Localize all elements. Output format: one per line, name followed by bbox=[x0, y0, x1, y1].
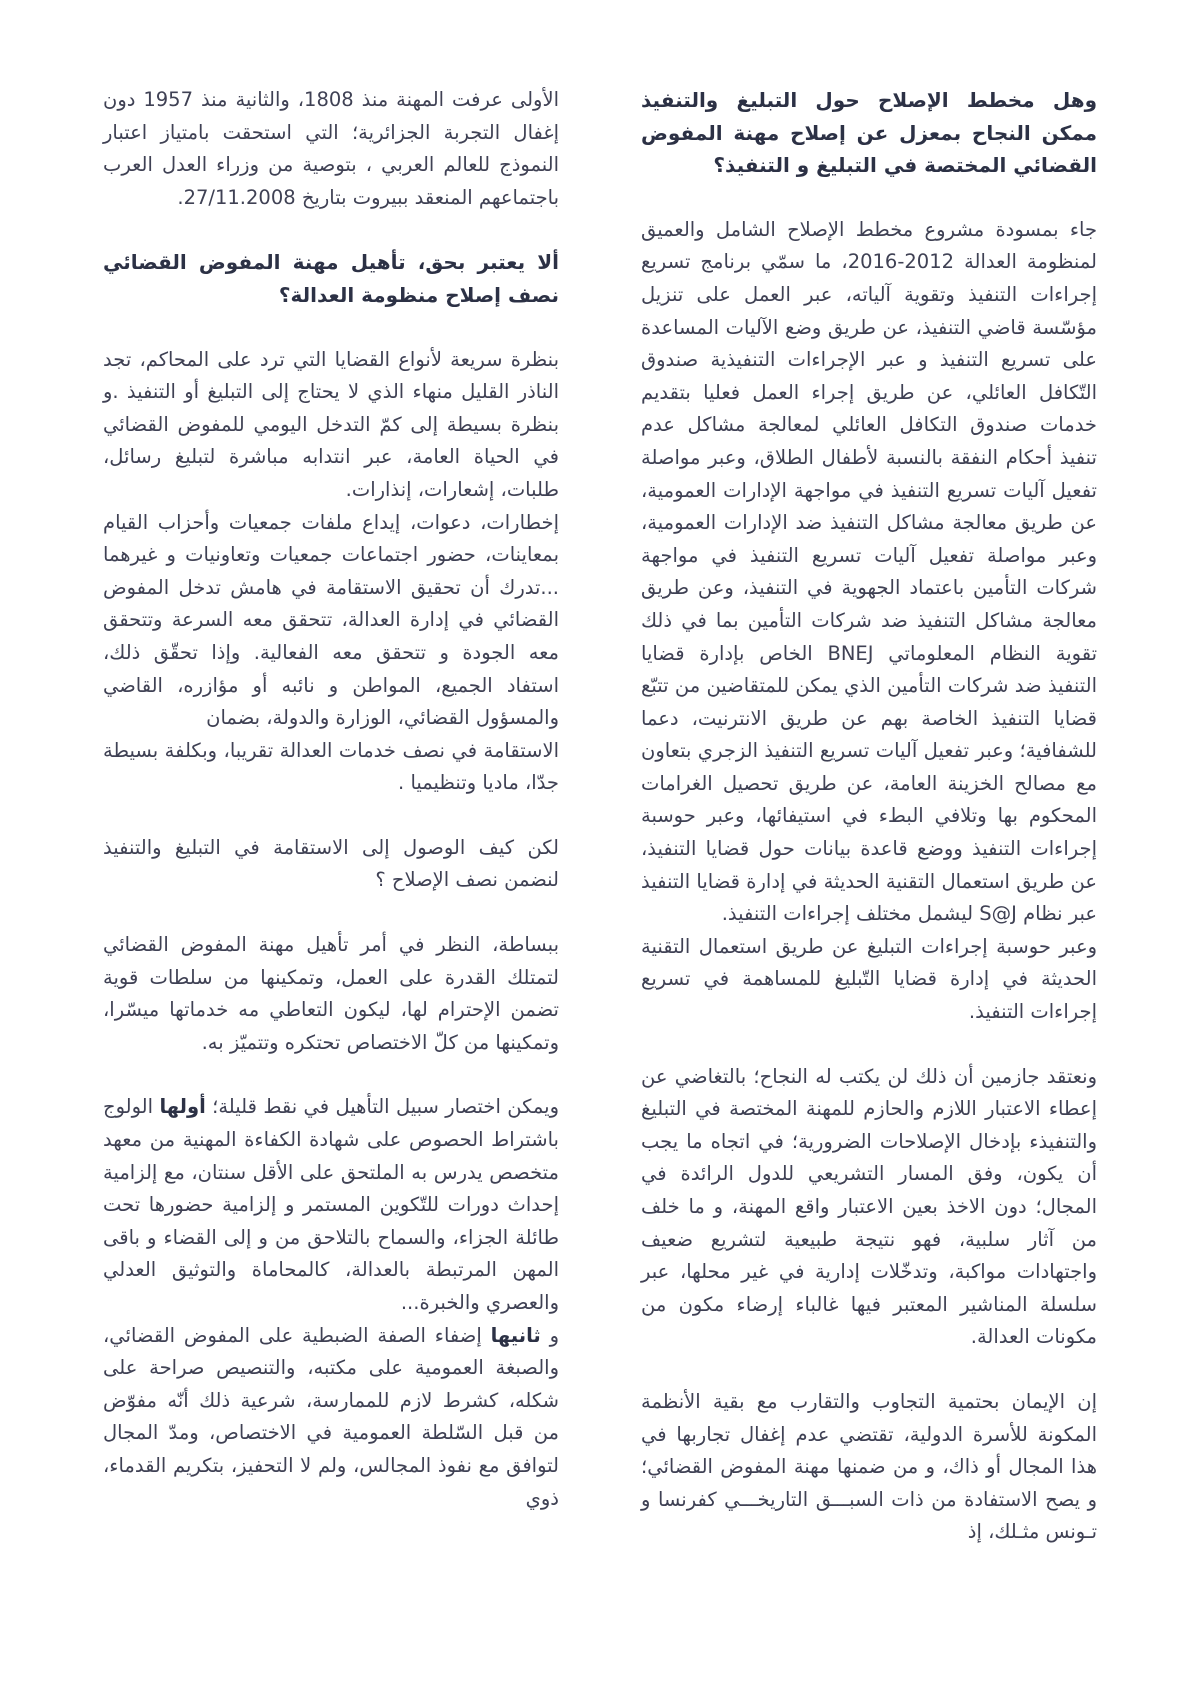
paragraph bbox=[103, 1320, 559, 1516]
paragraph: إخطارات، دعوات، إيداع ملفات جمعيات وأحزاب القيام بمعاينات، حضور اجتماعات جمعيات وتعاونيات و غيرهما ...تدرك أن تحقيق الاستقامة في هامش تدخل المفوض القضائي في إدارة العدالة، تتحقق معه السرعة وتتحقق معه الجودة و تتحقق معه الفعالية. وإذا تحقّق ذلك، استفاد الجميع، المواطن و نائبه أو مؤازره، القاضي والمسؤول القضائي، الوزارة والدولة، بضمان bbox=[103, 510, 559, 730]
paragraph: الاستقامة في نصف خدمات العدالة تقريبا، وبكلفة بسيطة جدّا، ماديا وتنظيميا . bbox=[103, 738, 559, 795]
right-column bbox=[641, 84, 1097, 1549]
paragraph: ونعتقد جازمين أن ذلك لن يكتب له النجاح؛ بالتغاضي عن إعطاء الاعتبار اللازم والحازم للمهنة المختصة في التبليغ والتنفيذء بإدخال الإصلاحات الضرورية؛ في اتجاه ما يجب أن يكون، وفق المسار التشريعي للدول الرائدة في المجال؛ دون الاخذ بعين الاعتبار واقع المهنة، و ما خلف من آثار سلبية، فهو نتيجة طبيعية لتشريع ضعيف واجتهادات مواكبة، وتدخّلات إدارية في غير محلها، عبر سلسلة المناشير المعتبر فيها غالباء إرضاء مكون من مكونات العدالة. bbox=[641, 1064, 1097, 1349]
paragraph: إن الإيمان بحتمية التجاوب والتقارب مع بقية الأنظمة المكونة للأسرة الدولية، تقتضي عدم إغفال تجاربها في هذا المجال أو ذاك، و من ضمنها مهنة المفوض القضائي؛ و يصح الاستفادة من ذات السبـــق التاريخـــي كفرنسا و تـونس مثـلك، إذ bbox=[641, 1389, 1097, 1544]
section-heading: وهل مخطط الإصلاح حول التبليغ والتنفيذ ممكن النجاح بمعزل عن إصلاح مهنة المفوض القضائي المختصة في التبليغ و التنفيذ؟ bbox=[641, 88, 1097, 178]
paragraph: وعبر حوسبة إجراءات التبليغ عن طريق استعمال التقنية الحديثة في إدارة قضايا التّبليغ للمساهمة في تسريع إجراءات التنفيذ. bbox=[641, 934, 1097, 1024]
paragraph: بنظرة سريعة لأنواع القضايا التي ترد على المحاكم، تجد الناذر القليل منهاء الذي لا يحتاج إلى التبليغ أو التنفيذ .و بنظرة بسيطة إلى كمّ التدخل اليومي للمفوض القضائي في الحياة العامة، عبر انتدابه مباشرة لتبليغ رسائل، طلبات، إشعارات، إنذارات. bbox=[103, 347, 559, 501]
paragraph bbox=[103, 1091, 559, 1319]
paragraph-body-text: إضفاء الصفة الضبطية على المفوض القضائي، والصبغة العمومية على مكتبه، والتنصيص صراحة على شكله، كشرط لازم للممارسة، شرعية ذلك أنّه مفوّض من قبل السّلطة العمومية في الاختصاص، ومدّ المجال لتوافق مع نفوذ المجالس، ولم لا التحفيز، بتكريم القدماء، ذوي bbox=[103, 1323, 559, 1510]
paragraph-body-text: الولوج باشتراط الحصوص على شهادة الكفاءة المهنية من معهد متخصص يدرس به الملتحق على الأقل سنتان، مع إلزامية إحداث دورات للتّكوين المستمر و إلزامية حضورها تحت طائلة الجزاء، والسماح بالتلاحق من و إلى القضاء و باقى المهن المرتبطة بالعدالة، كالمحاماة والتوثيق العدلي والعصري والخبرة... bbox=[103, 1095, 559, 1314]
paragraph: ببساطة، النظر في أمر تأهيل مهنة المفوض القضائي لتمتلك القدرة على العمل، وتمكينها من سلطات قوية تضمن الإحترام لها، ليكون التعاطي مه خدماتها ميسّرا، وتمكينها من كلّ الاختصاص تحتكره وتتميّز به. bbox=[103, 933, 559, 1054]
paragraph-lead-text: و bbox=[540, 1323, 559, 1347]
section-heading: ألا يعتبر بحق، تأهيل مهنة المفوض القضائي نصف إصلاح منظومة العدالة؟ bbox=[103, 250, 559, 307]
paragraph-lead-text: ويمكن اختصار سبيل التأهيل في نقط قليلة؛ bbox=[205, 1095, 559, 1119]
left-column bbox=[103, 84, 559, 1515]
first-point-label: أولها bbox=[159, 1095, 206, 1119]
paragraph: الأولى عرفت المهنة منذ 1808، والثانية منذ 1957 دون إغفال التجربة الجزائرية؛ التي استحقت بامتياز اعتبار النموذج للعالم العربي ، بتوصية من وزراء العدل العرب باجتماعهم المنعقد ببيروت بتاريخ 27/11.2008. bbox=[103, 88, 559, 209]
paragraph: لكن كيف الوصول إلى الاستقامة في التبليغ والتنفيذ لنضمن نصف الإصلاح ؟ bbox=[103, 835, 559, 892]
paragraph: جاء بمسودة مشروع مخطط الإصلاح الشامل والعميق لمنظومة العدالة 2012-2016، ما سمّي برنامج تسريع إجراءات التنفيذ وتقوية آلياته، عبر العمل على تنزيل مؤسّسة قاضي التنفيذ، عن طريق وضع الآليات المساعدة على تسريع التنفيذ و عبر الإجراءات التنفيذية صندوق التّكافل العائلي، عن طريق إجراء العمل فعليا بتقديم خدمات صندوق التكافل العائلي لمعالجة مشاكل عدم تنفيذ أحكام النفقة بالنسبة لأطفال الطلاق، وعبر مواصلة تفعيل آليات تسريع التنفيذ في مواجهة الإدارات العمومية، عن طريق معالجة مشاكل التنفيذ ضد الإدارات العمومية، وعبر مواصلة تفعيل آليات تسريع التنفيذ في مواجهة شركات التأمين باعتماد الجهوية في التنفيذ، وعن طريق معالجة مشاكل التنفيذ ضد شركات التأمين بما في ذلك تقوية النظام المعلوماتي BNEJ الخاص بإدارة قضايا التنفيذ ضد شركات التأمين الذي يمكن للمتقاضين من تتبّع قضايا التنفيذ الخاصة بهم عن طريق الانترنيت، دعما للشفافية؛ وعبر تفعيل آليات تسريع التنفيذ الزجري بتعاون مع مصالح الخزينة العامة، عن طريق تحصيل الغرامات المحكوم بها وتلافي البطء في استيفائها، وعبر حوسبة إجراءات التنفيذ ووضع قاعدة بيانات حول قضايا التنفيذ، عن طريق استعمال التقنية الحديثة في إدارة قضايا التنفيذ عبر نظام S@J ليشمل مختلف إجراءات التنفيذ. bbox=[641, 217, 1097, 926]
second-point-label: ثانيها bbox=[490, 1323, 541, 1347]
